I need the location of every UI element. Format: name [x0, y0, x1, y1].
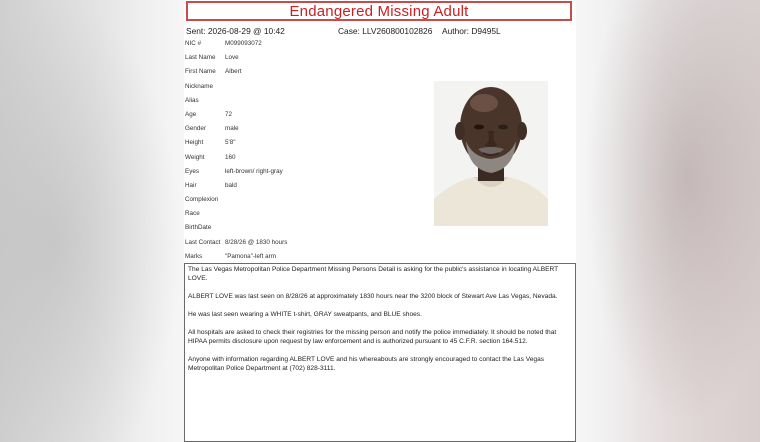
field-label: Last Name: [185, 54, 216, 62]
field-row-weight: [184, 152, 384, 166]
field-label: Marks: [185, 252, 203, 260]
field-value: 5'8": [225, 139, 236, 147]
field-value: Love: [225, 54, 239, 62]
field-row-height: [184, 137, 384, 151]
field-label: Race: [185, 210, 200, 218]
field-value: 8/28/26 @ 1830 hours: [225, 238, 288, 246]
field-row-last-contact: [184, 237, 384, 251]
field-row-nickname: [184, 81, 384, 95]
field-row-nic: [184, 38, 384, 52]
narrative-text-box: [184, 263, 576, 442]
narrative-paragraph: The Las Vegas Metropolitan Police Department Missing Persons Detail is asking for the public's assistance in locating ALBERT LOVE.: [188, 266, 559, 282]
field-label: Hair: [185, 181, 197, 189]
narrative-paragraph: All hospitals are asked to check their registries for the missing person and notify the police immediately. It should be noted that HIPAA permits disclosure upon request by law enforcement and is authorized pursuant to 45 C.F.R. section 164.512.: [188, 329, 557, 345]
narrative-paragraph: He was last seen wearing a WHITE t-shirt, GRAY sweatpants, and BLUE shoes.: [188, 311, 422, 318]
background-blur-right: [576, 0, 760, 442]
field-value: 72: [225, 110, 233, 118]
field-label: Eyes: [185, 167, 199, 175]
field-label: Height: [185, 139, 204, 147]
field-row-first-name: [184, 66, 384, 80]
field-label: Age: [185, 110, 197, 118]
field-value: left-brown/ right-gray: [225, 167, 283, 175]
field-value: M099093072: [225, 40, 262, 47]
field-row-eyes: [184, 166, 384, 180]
field-value: Albert: [225, 68, 242, 76]
bulletin-title-box: [186, 1, 572, 21]
background-blur-left: [0, 0, 184, 442]
field-label: Weight: [185, 153, 205, 161]
field-value: male: [225, 125, 239, 133]
field-label: First Name: [185, 68, 216, 76]
field-row-age: [184, 109, 384, 123]
field-value: bald: [225, 181, 237, 189]
person-portrait-illustration: [434, 81, 548, 226]
field-label: Complexion: [185, 196, 219, 204]
field-row-birthdate: [184, 222, 384, 236]
missing-person-bulletin: [184, 0, 576, 442]
field-row-alias: [184, 95, 384, 109]
author-id: Author: D9495L: [442, 26, 501, 36]
field-label: Nickname: [185, 82, 213, 90]
field-label: Alias: [185, 96, 199, 104]
field-label: Last Contact: [185, 238, 221, 246]
field-row-gender: [184, 123, 384, 137]
field-label: NIC #: [185, 40, 202, 47]
narrative-paragraph: ALBERT LOVE was last seen on 8/28/26 at approximately 1830 hours near the 3200 block of Stewart Ave Las Vegas, Nevada.: [188, 293, 558, 300]
field-row-last-name: [184, 52, 384, 66]
field-value: "Pamona"-left arm: [225, 252, 277, 260]
field-row-complexion: [184, 194, 384, 208]
sent-timestamp: Sent: 2026-08-29 @ 10:42: [186, 26, 285, 36]
field-label: Gender: [185, 125, 207, 133]
person-fields: [184, 38, 384, 265]
field-row-race: [184, 208, 384, 222]
narrative-paragraph: Anyone with information regarding ALBERT LOVE and his whereabouts are strongly encouraged to contact the Las Vegas Metropolitan Police Department at (702) 828-3111.: [188, 356, 545, 372]
missing-person-photo: [434, 81, 548, 226]
field-row-hair: [184, 180, 384, 194]
field-value: 160: [225, 153, 236, 161]
field-label: BirthDate: [185, 224, 212, 232]
bulletin-title: Endangered Missing Adult: [289, 2, 469, 20]
case-number: Case: LLV260800102826: [338, 26, 433, 36]
